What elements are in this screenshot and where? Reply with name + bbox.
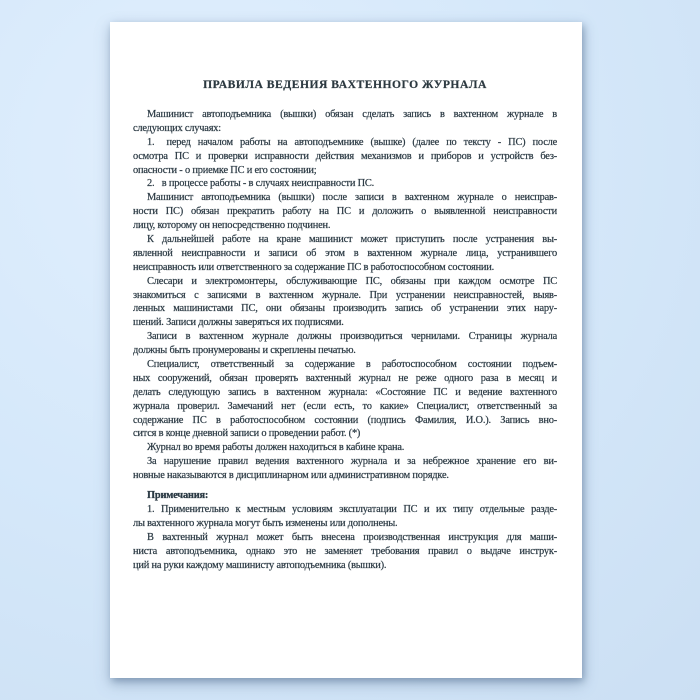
text-line: Журнал во время работы должен находиться в кабине крана. xyxy=(147,442,405,454)
text-line: осмотра ПС и проверки исправности действия механизмов и приборов и устройств без- xyxy=(133,150,557,162)
text-line: В вахтенный журнал может быть внесена производственная инструкция для маши- xyxy=(147,531,557,543)
text-line: явленной неисправности и записи об этом в вахтенном журнале лица, устранившего xyxy=(133,247,557,259)
text-line: должны быть пронумерованы и скреплены печатью. xyxy=(133,345,356,357)
text-line: ленных машинистами ПС, они обязаны производить запись об устранении этих нару- xyxy=(133,303,557,315)
document-page xyxy=(110,22,582,678)
text-line: ности ПС) обязан прекратить работу на ПС и доложить о выявленной неисправности xyxy=(133,206,557,218)
paragraph-note-1 xyxy=(133,503,557,531)
paragraph-note-2 xyxy=(133,531,557,573)
paragraph-notes-heading xyxy=(133,489,557,503)
text-line: 1. перед началом работы на автоподъемнике (вышке) (далее по тексту - ПС) после xyxy=(147,136,557,148)
text-line: опасности - о приемке ПС и его состоянии; xyxy=(133,164,317,176)
text-line: неисправность или ответственного за содержание ПС в работоспособном состоянии. xyxy=(133,261,495,273)
text-line: К дальнейшей работе на кране машинист может приступить после устранения вы- xyxy=(147,234,557,246)
paragraph-p-fault-record xyxy=(133,191,557,233)
document-title: ПРАВИЛА ВЕДЕНИЯ ВАХТЕННОГО ЖУРНАЛА xyxy=(203,78,487,91)
paragraph-p-specialist xyxy=(133,358,557,441)
text-line: ных сооружений, обязан проверять вахтенный журнал не реже одного раза в месяц и xyxy=(133,372,557,384)
paragraph-p-resume-work xyxy=(133,233,557,275)
paragraph-item-1 xyxy=(133,136,557,178)
text-line: шений. Записи должны заверяться их подписями. xyxy=(133,317,344,329)
text-line: журнала проверил. Замечаний нет (если есть, то какие» Специалист, ответственный за xyxy=(133,400,557,412)
text-line: 1. Применительно к местным условиям эксплуатации ПС и их типу отдельные разде- xyxy=(147,503,557,515)
text-line: содержание ПС в работоспособном состоянии (подпись Фамилия, И.О.). Запись вно- xyxy=(133,414,557,426)
paragraph-intro xyxy=(133,108,557,136)
text-line: знакомиться с записями в вахтенном журнале. При устранении неисправностей, выяв- xyxy=(133,289,557,301)
text-line: 2. в процессе работы - в случаях неисправности ПС. xyxy=(147,178,375,190)
text-line: Примечания: xyxy=(147,490,209,502)
text-line: Машинист автоподъемника (вышки) после записи в вахтенном журнале о неисправ- xyxy=(147,192,557,204)
text-line: сится в конце дневной записи о проведении работ. (*) xyxy=(133,428,361,440)
text-line: Записи в вахтенном журнале должны производиться чернилами. Страницы журнала xyxy=(147,331,557,343)
paragraph-p-mechanics xyxy=(133,275,557,331)
paragraph-item-2 xyxy=(133,177,557,191)
text-line: За нарушение правил ведения вахтенного журнала и за небрежное хранение его ви- xyxy=(147,456,557,468)
text-line: Специалист, ответственный за содержание в работоспособном состоянии подъем- xyxy=(147,359,557,371)
text-line: Машинист автоподъемника (вышки) обязан сделать запись в вахтенном журнале в xyxy=(147,109,557,120)
text-line: следующих случаях: xyxy=(133,122,221,134)
paragraph-p-cabin xyxy=(133,441,557,455)
paragraph-p-violation xyxy=(133,455,557,483)
text-line: новные наказываются в дисциплинарном или административном порядке. xyxy=(133,470,449,482)
document-body xyxy=(133,108,557,572)
text-line: лицу, которому он непосредственно подчинен. xyxy=(133,220,331,232)
text-line: ций на руки каждому машинисту автоподъемника (вышки). xyxy=(133,559,387,571)
text-line: Слесари и электромонтеры, обслуживающие ПС, обязаны при каждом осмотре ПС xyxy=(147,275,557,287)
text-line: ниста автоподъемника, однако это не заменяет требования правил о выдаче инструк- xyxy=(133,545,557,557)
text-line: делать следующую запись в вахтенном журнала: «Состояние ПС и ведение вахтенного xyxy=(133,386,557,398)
text-line: лы вахтенного журнала могут быть изменены или дополнены. xyxy=(133,517,398,529)
paragraph-p-ink xyxy=(133,330,557,358)
